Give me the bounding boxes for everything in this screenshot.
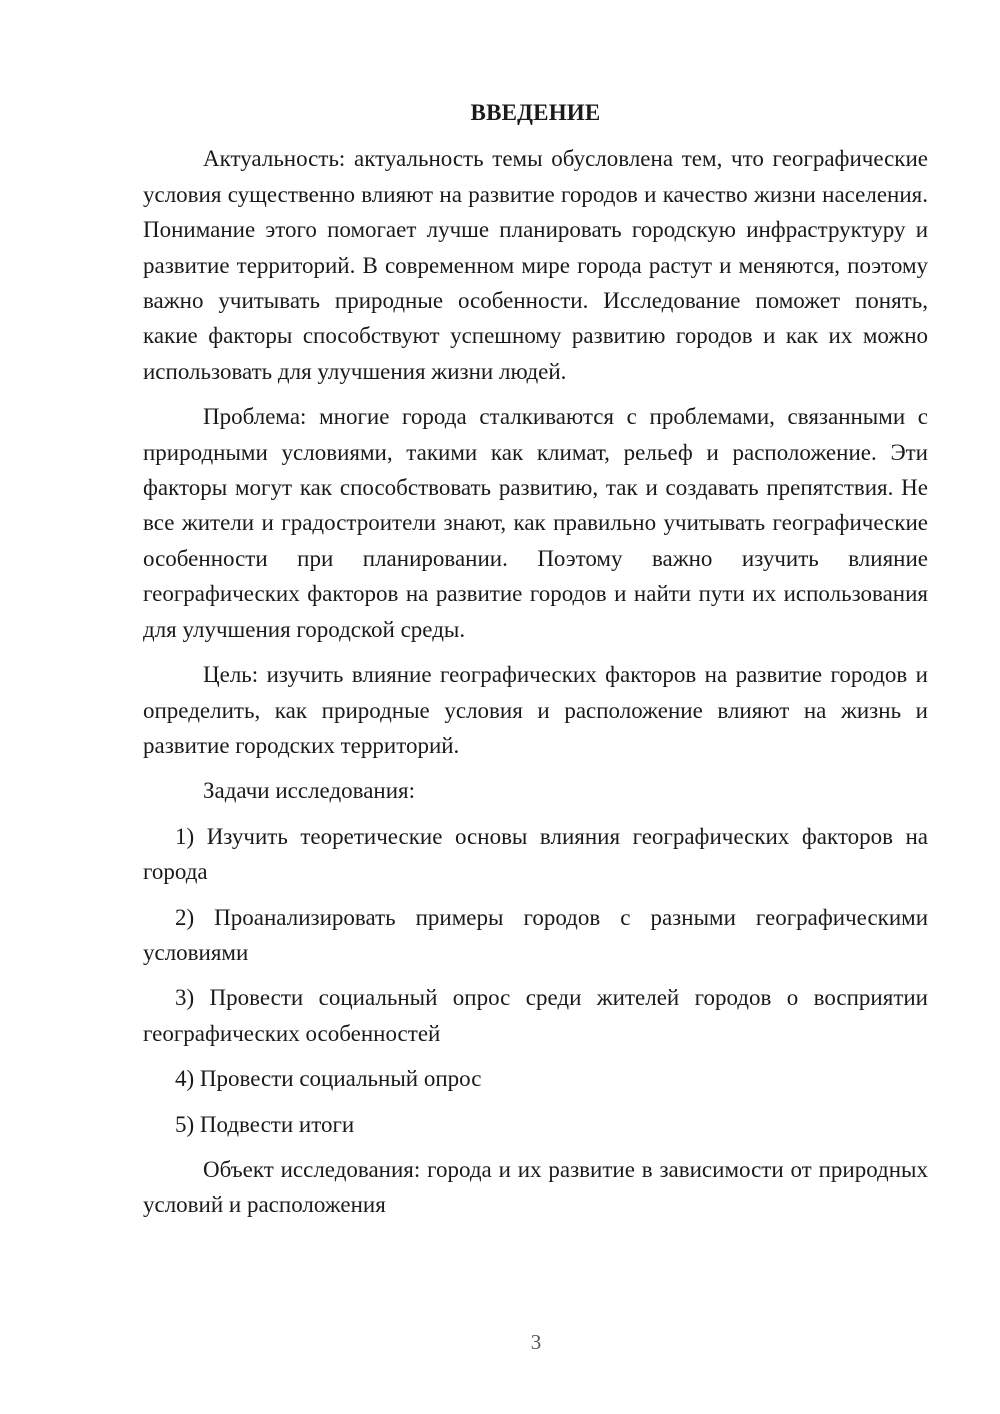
task-item-4: 4) Провести социальный опрос (175, 1066, 482, 1092)
task-item-1: 1) Изучить теоретические основы влияния географических факторов на города (143, 823, 928, 885)
task-item-5: 5) Подвести итоги (175, 1111, 355, 1137)
tasks-heading: Задачи исследования: (203, 778, 416, 804)
section-title: ВВЕДЕНИЕ (470, 100, 601, 125)
task-item-2: 2) Проанализировать примеры городов с разными географическими условиями (143, 904, 928, 965)
task-item-3: 3) Провести социальный опрос среди жителей городов о восприятии географических особенностей (143, 985, 928, 1046)
paragraph-goal: Цель: изучить влияние географических факторов на развитие городов и определить, как природные условия и расположение влияют на жизнь и развитие городских территорий. (143, 662, 928, 758)
page-number: 3 (530, 1330, 542, 1354)
paragraph-relevance: Актуальность: актуальность темы обусловлена тем, что географические условия существенно влияют на развитие городов и качество жизни населения. Понимание этого помогает лучше планировать городскую инфраструктуру и развитие территорий. В современном мире города растут и меняются, поэтому важно учитывать природные особенности. Исследование поможет понять, какие факторы способствуют успешному развитию городов и как их можно использовать для улучшения жизни людей. (143, 146, 928, 384)
paragraph-problem: Проблема: многие города сталкиваются с проблемами, связанными с природными условиями, такими как климат, рельеф и расположение. Эти факторы могут как способствовать развитию, так и создавать препятствия. Не все жители и градостроители знают, как правильно учитывать географические особенности при планировании. Поэтому важно изучить влияние географических факторов на развитие городов и найти пути их использования для улучшения городской среды. (143, 404, 928, 642)
paragraph-object: Объект исследования: города и их развитие в зависимости от природных условий и расположения (143, 1156, 928, 1218)
page-content (143, 95, 928, 1233)
